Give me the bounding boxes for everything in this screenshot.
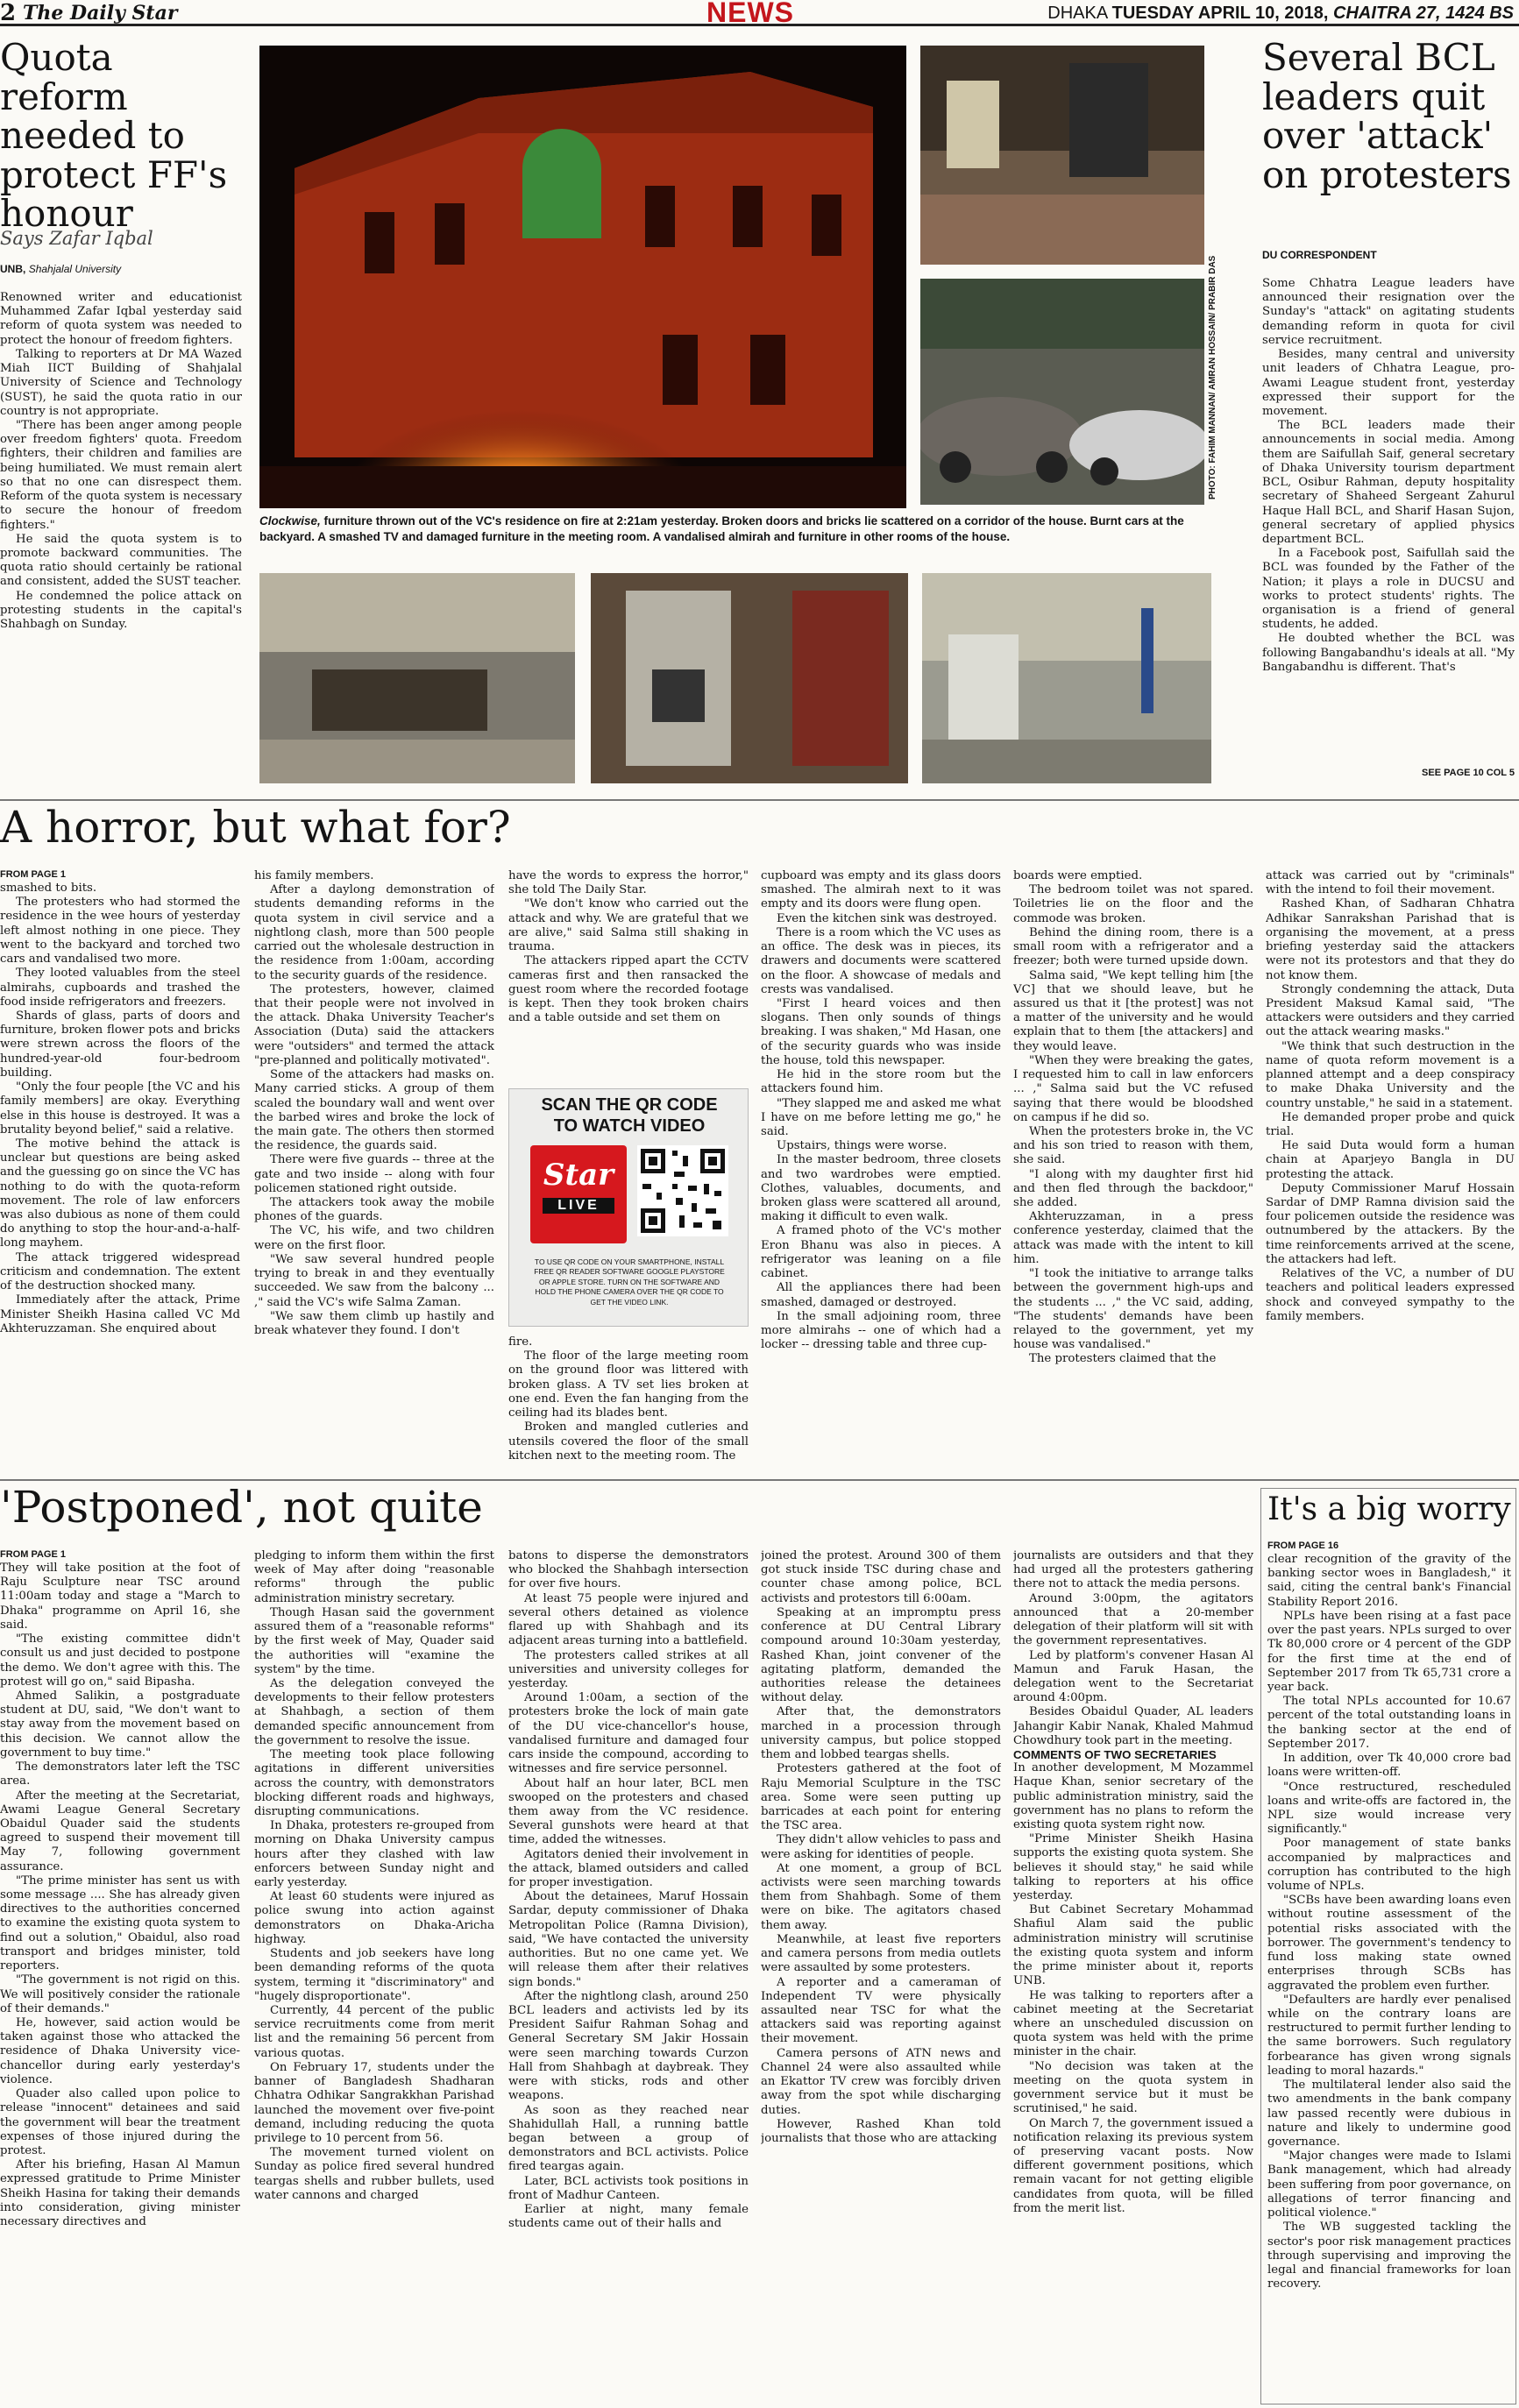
paragraph: cupboard was empty and its glass doors smashed. The almirah next to it was empty and its doors were flung open. xyxy=(761,869,1001,911)
horror-headline: A horror, but what for? xyxy=(0,802,511,853)
paragraph: "We don't know who carried out the attack and why. We are grateful that we are alive," said Salma still shaking in trauma. xyxy=(508,897,749,954)
paragraph: When the protesters broke in, the VC and his son tried to reason with them, she said. xyxy=(1013,1124,1253,1167)
paragraph: At least 60 students were injured as police swung into action against demonstrators on Dhaka-Aricha highway. xyxy=(254,1890,494,1946)
paragraph: his family members. xyxy=(254,869,374,882)
paragraph: In the master bedroom, three closets and two wardrobes were emptied. Clothes, valuables, documents, and broken glass were scattered all around, making it difficult to even walk. xyxy=(761,1153,1001,1224)
paragraph: Shards of glass, parts of doors and furniture, broken flower pots and bricks were strewn across the floors of the hundred-year-old four-bedroom building. xyxy=(0,1009,240,1080)
paragraph: After that, the demonstrators marched in a procession through university campus, but police stopped them and lobbed teargas shells. xyxy=(761,1705,1001,1762)
horror-col-6 xyxy=(1266,869,1515,1472)
paragraph: "Prime Minister Sheikh Hasina supports the existing quota system. She believes it should stay," he said while talking to reporters at his office yesterday. xyxy=(1013,1832,1253,1903)
paragraph: Behind the dining room, there is a small room with a refrigerator and a freezer; both were turned upside down. xyxy=(1013,925,1253,968)
paragraph: Even the kitchen sink was destroyed. xyxy=(777,911,997,925)
paragraph: Besides Obaidul Quader, AL leaders Jahangir Kabir Nanak, Khaled Mahmud Chowdhury took part in the meeting. xyxy=(1013,1705,1253,1747)
section-label: NEWS xyxy=(706,0,794,28)
paragraph: "We think that such destruction in the name of quota reform movement is a planned attempt and a deep conspiracy to make Dhaka University and the country unstable," he said in a statement. xyxy=(1266,1039,1515,1110)
paragraph: "Only the four people [the VC and his family members] are okay. Everything else in this house is destroyed. It was a brutality beyond belief," said a relative. xyxy=(0,1080,240,1137)
paragraph: Some Chhatra League leaders have announced their resignation over the Sunday's "attack" on agitating students demanding reform in quota for civil service recruitment. xyxy=(1262,277,1515,347)
paragraph: After a daylong demonstration of students demanding reforms in the quota system in civil service and a nightlong clash, more than 500 people carried out the wholesale destruction in the residence from 1:00am, according to the security guards of the residence. xyxy=(254,883,494,982)
photo-meeting-room xyxy=(259,573,575,783)
paragraph: Akhteruzzaman, in a press conference yesterday, claimed that the attack was made with the intent to kill him. xyxy=(1013,1210,1253,1266)
horror-col-2 xyxy=(254,869,494,1472)
paragraph: The meeting took place following agitations in different universities across the country, with demonstrators blocking different roads and highways, disrupting communications. xyxy=(254,1748,494,1818)
paragraph: At one moment, a group of BCL activists were seen marching towards them from Shahbagh. Some of them were on bike. The agitators chased them away. xyxy=(761,1861,1001,1932)
paragraph: Earlier at night, many female students came out of their halls and xyxy=(508,2203,749,2231)
paragraph: NPLs have been rising at a fast pace over the past years. NPLs surged to over Tk 80,000 crore or 4 percent of the GDP for the first time at the end of September 2017 from Tk 65,731 crore a year back. xyxy=(1267,1609,1511,1694)
paragraph: The VC, his wife, and two children were on the first floor. xyxy=(254,1224,494,1252)
postponed-col-3 xyxy=(508,1549,749,2404)
paragraph: Though Hasan said the government assured them of a "reasonable reforms" by the first week of May, Quader said the authorities will "examine the system" by the time. xyxy=(254,1605,494,1676)
paragraph: On March 7, the government issued a notification relaxing its previous system of preserving vacant posts. Now different government positions, which remain vacant for not getting eligible candidates from quota, will be filled from the merit list. xyxy=(1013,2116,1253,2215)
paragraph: "When they were breaking the gates, I requested him to call in law enforcers ... ," Salma said but the VC refused saying that there would be bloodshed on campus if he did so. xyxy=(1013,1053,1253,1124)
from-page: FROM PAGE 1 xyxy=(0,869,66,880)
caption-lead: Clockwise, xyxy=(259,514,321,528)
paragraph: Salma said, "We kept telling him [the VC] that we should leave, but he assured us that it [the protest] was not a matter of the university and he would explain that to them [the attackers] and they would leave. xyxy=(1013,968,1253,1053)
logo-word: Star xyxy=(543,1158,614,1193)
paragraph: In addition, over Tk 40,000 crore bad loans were written-off. xyxy=(1267,1752,1511,1780)
paragraph: The demonstrators later left the TSC area. xyxy=(0,1760,240,1788)
dateline xyxy=(1047,4,1514,24)
paragraph: In a Facebook post, Saifullah said the BCL was founded by the Father of the Nation; it plays a role in DUCSU and works to protect students' rights. The organisation is a friend of general students, he added. xyxy=(1262,547,1515,632)
paragraph: At least 75 people were injured and several others detained as violence flared up with Shahbagh and its adjacent areas turning into a battlefield. xyxy=(508,1591,749,1648)
paragraph: batons to disperse the demonstrators who blocked the Shahbagh intersection for over five hours. xyxy=(508,1549,749,1591)
photo-vandalised-almirah xyxy=(591,573,908,783)
paragraph: attack was carried out by "criminals" with the intend to foil their movement. xyxy=(1266,869,1515,897)
paragraph: The protesters, however, claimed that their people were not involved in the attack. Dhaka University Teacher's Association (Duta) said the attackers were "outsiders" and termed the attack "pre-planned and politically motivated". xyxy=(254,982,494,1067)
paragraph: "First I heard voices and then slogans. Then only sounds of things breaking. I was shaken," Md Hasan, one of the security guards who was inside the house, told this newspaper. xyxy=(761,996,1001,1067)
paragraph: Protesters gathered at the foot of Raju Memorial Sculpture in the TSC area. Some were seen putting up barricades at each point for entering the TSC area. xyxy=(761,1762,1001,1833)
almirah-photo-graphic xyxy=(591,573,908,783)
paragraph: Agitators denied their involvement in the attack, blamed outsiders and called for proper investigation. xyxy=(508,1847,749,1890)
cars-photo-graphic xyxy=(920,279,1204,505)
paragraph: He condemned the police attack on protesting students in the capital's Shahbagh on Sunday. xyxy=(0,589,242,632)
quota-byline xyxy=(0,263,247,275)
paragraph: On February 17, students under the banner of Bangladesh Shadharan Chhatra Odhikar Sangrakkhan Parishad launched the movement over five-point demand, including reducing the quota privilege to 10 percent from 56. xyxy=(254,2060,494,2145)
qr-title: SCAN THE QR CODE TO WATCH VIDEO xyxy=(541,1095,718,1136)
horror-col-4 xyxy=(761,869,1001,1472)
paragraph: "SCBs have been awarding loans even without routine assessment of the potential risks associated with the borrower. The government's tendency to fund loss making state owned enterprises through SCBs has aggravated the problem even further. xyxy=(1267,1894,1511,1993)
paragraph: The BCL leaders made their announcements in social media. Among them are Saifullah Saif, general secretary of Dhaka University tourism department BCL, Osibur Rahman, deputy hospitality secretary of Shaheed Sergeant Zahurul Haque Hall BCL, and Sharif Hasan Sujon, general secretary of applied physics department BCL. xyxy=(1262,419,1515,546)
paragraph: The protesters who had stormed the residence in the wee hours of yesterday left almost nothing in one piece. They went to the backyard and torched two cars and vandalised two more. xyxy=(0,896,240,967)
paragraph: He said Duta would form a human chain at Aparjeyo Bangla in DU protesting the attack. xyxy=(1266,1139,1515,1181)
paragraph: "Once restructured, rescheduled loans and write-offs are factored in, the NPL size would increase very significantly." xyxy=(1267,1780,1511,1837)
from-page: FROM PAGE 16 xyxy=(1267,1540,1339,1551)
bcl-body xyxy=(1262,277,1515,766)
paragraph: The multilateral lender also said the two amendments in the bank company law passed recently were dubious in nature and likely to undermine good governance. xyxy=(1267,2079,1511,2149)
paragraph: He said the quota system is to promote backward communities. The quota ratio should certainly be rational and consistent, added the SUST teacher. xyxy=(0,532,242,589)
paragraph: He hid in the store room but the attackers found him. xyxy=(761,1068,1001,1096)
quota-body xyxy=(0,291,242,787)
paragraph: Rashed Khan, of Sadharan Chhatra Adhikar Sanrakshan Parishad that is organising the movement, at a press briefing yesterday said the attackers were not its protestors and that they do not know them. xyxy=(1266,897,1515,982)
paragraph: boards were emptied. xyxy=(1013,869,1143,882)
qr-instructions: TO USE QR CODE ON YOUR SMARTPHONE, INSTALL FREE QR READER SOFTWARE GOOGLE PLAYSTORE OR APPLE STORE. TURN ON THE SOFTWARE AND HOLD THE PHONE CAMERA OVER THE QR CODE TO GET THE VIDEO LINK. xyxy=(534,1257,725,1307)
horror-col-5 xyxy=(1013,869,1253,1472)
paragraph: The attack triggered widespread criticism and condemnation. The extent of the destruction shocked many. xyxy=(0,1250,240,1293)
paragraph: After his briefing, Hasan Al Mamun expressed gratitude to Prime Minister Sheikh Hasina for taking their demands into consideration, giving minister necessary directives and xyxy=(0,2158,240,2229)
quota-headline: Quota reform needed to protect FF's honour xyxy=(0,36,228,236)
paragraph: "The government is not rigid on this. We will positively consider the rationale of their demands." xyxy=(0,1973,240,2015)
postponed-col-1 xyxy=(0,1549,240,2404)
paragraph: The WB suggested tackling the sector's poor risk management practices through supervising and improving the legal and financial frameworks for loan recovery. xyxy=(1267,2220,1511,2291)
photo-burnt-cars xyxy=(920,279,1204,505)
photo-caption xyxy=(259,513,1211,545)
paragraph: Later, BCL activists took positions in front of Madhur Canteen. xyxy=(508,2174,749,2202)
paragraph: Broken and mangled cutleries and utensils covered the floor of the small kitchen next to the meeting room. The xyxy=(508,1420,749,1463)
postponed-col-2 xyxy=(254,1549,494,2404)
paragraph: The total NPLs accounted for 10.67 percent of the total outstanding loans in the banking sector at the end of September 2017. xyxy=(1267,1695,1511,1751)
paragraph: have the words to express the horror," she told The Daily Star. xyxy=(508,869,749,897)
paragraph: The attackers ripped apart the CCTV cameras first and then ransacked the guest room where the recorded footage is kept. Then they took broken chairs and a table outside and set them on xyxy=(508,954,749,1025)
photo-credit: PHOTO: FAHIM MANNAN/ AMRAN HOSSAIN/ PRABIR DAS xyxy=(1208,255,1217,499)
paragraph: He doubted whether the BCL was following Bangabandhu's ideals at all. "My Bangabandhu is different. That's xyxy=(1262,632,1515,674)
horror-col-1 xyxy=(0,869,240,1472)
worry-headline: It's a big worry xyxy=(1267,1491,1511,1527)
paragraph: Besides, many central and university unit leaders of Chhatra League, pro-Awami League student front, yesterday expressed their support for the movement. xyxy=(1262,348,1515,418)
paragraph: In another development, M Mozammel Haque Khan, senior secretary of the public administration ministry, said the government has no plans to reform the existing quota system right now. xyxy=(1013,1761,1253,1831)
paragraph: They will take position at the foot of Raju Sculpture near TSC around 11:00am today and stage a "March to Dhaka" programme on April 16, she said. xyxy=(0,1562,240,1632)
paragraph: journalists are outsiders and that they had urged all the protesters gathering there not to attack the media persons. xyxy=(1013,1549,1253,1591)
bcl-byline: DU CORRESPONDENT xyxy=(1262,249,1377,261)
from-page: FROM PAGE 1 xyxy=(0,1549,66,1560)
postponed-col-4 xyxy=(761,1549,1001,2404)
horror-col-3-top xyxy=(508,869,749,1088)
paragraph: Renowned writer and educationist Muhammed Zafar Iqbal yesterday said reform of quota system was needed to protect the honour of freedom fighters. xyxy=(0,291,242,347)
qr-box xyxy=(508,1088,749,1327)
photo-other-room xyxy=(922,573,1211,783)
quota-byline-place: Shahjalal University xyxy=(28,263,122,275)
paragraph: "No decision was taken at the meeting on the quota system in government service but it must be scrutinised," he said. xyxy=(1013,2059,1253,2116)
paragraph: The attackers took away the mobile phones of the guards. xyxy=(254,1196,494,1224)
paragraph: Students and job seekers have long been demanding reforms of the quota system, terming it "discriminatory" and "hugely disproportionate". xyxy=(254,1947,494,2003)
paragraph: They looted valuables from the steel almirahs, cupboards and trashed the food inside refrigerators and freezers. xyxy=(0,967,240,1009)
paragraph: "We saw them climb up hastily and break whatever they found. I don't xyxy=(254,1309,494,1337)
paragraph: Ahmed Salikin, a postgraduate student at DU, said, "We don't want to stay away from the movement based on this decision. We cannot allow the government to buy time." xyxy=(0,1689,240,1760)
paragraph: After the nightlong clash, around 250 BCL leaders and activists led by its President Saifur Rahman Sohag and General Secretary SM Jakir Hossain were seen marching towards Curzon Hall from Shahbagh at daybreak. They were with sticks, rods and other weapons. xyxy=(508,1989,749,2103)
quota-byline-agency: UNB, xyxy=(0,263,26,275)
paragraph: Talking to reporters at Dr MA Wazed Miah IICT Building of Shahjalal University of Science and Technology (SUST), he said the quota ratio in our country is not appropriate. xyxy=(0,347,242,418)
paragraph: "Major changes were made to Islami Bank management, which had already been suffering from poor governance, on allegations of terror financing and political violence." xyxy=(1267,2149,1511,2220)
paragraph: smashed to bits. xyxy=(0,882,97,895)
paragraph: "The existing committee didn't consult us and just decided to postpone the demo. We don't agree with this. The protest will go on," said Bipasha. xyxy=(0,1632,240,1689)
star-live-logo xyxy=(530,1145,627,1243)
paragraph: joined the protest. Around 300 of them got stuck inside TSC during chase and counter chase among police, BCL activists and protestors till 6:00am. xyxy=(761,1549,1001,1605)
subhead-comments: COMMENTS OF TWO SECRETARIES xyxy=(1013,1748,1217,1762)
paragraph: Strongly condemning the attack, Duta President Maksud Kamal said, "The attackers were outsiders and they carried out the attack wearing masks." xyxy=(1266,982,1515,1039)
paragraph: Meanwhile, at least five reporters and camera persons from media outlets were assaulted by some protesters. xyxy=(761,1932,1001,1975)
paragraph: pledging to inform them within the first week of May after doing "reasonable reforms" through the public administration ministry secretary. xyxy=(254,1549,494,1605)
paragraph: As soon as they reached near Shahidullah Hall, a running battle began between a group of demonstrators and BCL activists. Police fired teargas again. xyxy=(508,2103,749,2174)
paragraph: clear recognition of the gravity of the banking sector woes in Bangladesh," it said, citing the central bank's Financial Stability Report 2016. xyxy=(1267,1553,1511,1609)
paragraph: However, Rashed Khan told journalists that those who are attacking xyxy=(761,2117,1001,2145)
paragraph: Deputy Commissioner Maruf Hossain Sardar of DMP Ramna division said the four policemen outside the residence was outnumbered by the attackers. By the time reinforcements arrived at the scene, the attackers had left. xyxy=(1266,1181,1515,1266)
paragraph: He was talking to reporters after a cabinet meeting at the Secretariat where an unscheduled discussion on quota system was held with the prime minister in the chair. xyxy=(1013,1988,1253,2059)
paragraph: A framed photo of the VC's mother Eron Bhanu was also in pieces. A refrigerator was leaning on a file cabinet. xyxy=(761,1224,1001,1281)
paragraph: "The prime minister has sent us with some message .... She has already given directives to the authorities concerned to examine the existing quota system to find out a solution," Obaidul, also road transport and bridges minister, told reporters. xyxy=(0,1873,240,1973)
paragraph: Relatives of the VC, a number of DU teachers and political leaders expressed shock and conveyed sympathy to the family members. xyxy=(1266,1267,1515,1323)
postponed-headline: 'Postponed', not quite xyxy=(0,1482,483,1533)
paper-name: The Daily Star xyxy=(23,2,178,25)
fire-photo-graphic xyxy=(259,46,906,508)
horror-col-3-bottom xyxy=(508,1335,749,1472)
logo-live: LIVE xyxy=(543,1198,614,1214)
paragraph: In Dhaka, protesters re-grouped from morning on Dhaka University campus hours after they clashed with law enforcers between Sunday night and early yesterday. xyxy=(254,1819,494,1890)
postponed-col-5 xyxy=(1013,1549,1253,2404)
paragraph: In the small adjoining room, three more almirahs -- one of which had a locker -- dressing table and three cup- xyxy=(761,1309,1001,1352)
paragraph: All the appliances there had been smashed, damaged or destroyed. xyxy=(761,1281,1001,1309)
paragraph: The movement turned violent on Sunday as police fired several hundred teargas shells and rubber bullets, used water cannons and charged xyxy=(254,2146,494,2202)
paragraph: "Defaulters are hardly ever penalised while on the contrary loans are restructured to permit further lending to the same borrowers. Such regulatory forbearance has given wrong signals leading to moral hazards." xyxy=(1267,1993,1511,2078)
paragraph: Some of the attackers had masks on. Many carried sticks. A group of them scaled the boundary wall and went over the barbed wires and broke the lock of the main gate. The others then stormed the residence, the guards said. xyxy=(254,1068,494,1153)
bcl-jump: SEE PAGE 10 COL 5 xyxy=(1422,768,1515,778)
divider xyxy=(0,1479,1519,1481)
paragraph: "We saw several hundred people trying to break in and they eventually succeeded. We saw from the balcony ... ," said the VC's wife Salma Zaman. xyxy=(254,1252,494,1309)
corridor-photo-graphic xyxy=(920,46,1204,265)
paragraph: Camera persons of ATN news and Channel 24 were also assaulted while an Ekattor TV crew was forcibly driven away from the spot while discharging duties. xyxy=(761,2046,1001,2117)
page-number: 2 xyxy=(0,0,17,26)
paragraph: Immediately after the attack, Prime Minister Sheikh Hasina called VC Md Akhteruzzaman. She enquired about xyxy=(0,1293,240,1335)
meeting-photo-graphic xyxy=(259,573,575,783)
paragraph: Poor management of state banks accompanied by malpractices and corruption has contributed to the high volume of NPLs. xyxy=(1267,1837,1511,1894)
paragraph: "I along with my daughter first hid and then fled through the backdoor," she added. xyxy=(1013,1167,1253,1210)
dateline-date: TUESDAY APRIL 10, 2018, xyxy=(1111,4,1329,23)
paragraph: The bedroom toilet was not spared. Toiletries lie on the floor and the commode was broken. xyxy=(1013,883,1253,925)
bcl-headline: Several BCL leaders quit over 'attack' on protesters xyxy=(1262,36,1512,196)
paragraph: He, however, said action would be taken against those who attacked the residence of Dhaka University vice-chancellor during early yesterday's violence. xyxy=(0,2016,240,2086)
dateline-city: DHAKA xyxy=(1047,4,1108,23)
paragraph: "They slapped me and asked me what I have on me before letting me go," he said. xyxy=(761,1096,1001,1138)
paragraph: Quader also called upon police to release "innocent" detainees and said the government will bear the treatment expenses of those injured during the protest. xyxy=(0,2087,240,2157)
paragraph: But Cabinet Secretary Mohammad Shafiul Alam said the public administration ministry will scrutinise the existing quota system and inform the prime minister about it, reports UNB. xyxy=(1013,1903,1253,1988)
worry-body xyxy=(1267,1540,1511,2403)
paragraph: fire. xyxy=(508,1335,533,1349)
photo-vc-residence-fire xyxy=(259,46,906,508)
paragraph: After the meeting at the Secretariat, Awami League General Secretary Obaidul Quader said the students agreed to suspend their movement till May 7, following government assurance. xyxy=(0,1788,240,1873)
quota-subhead: Says Zafar Iqbal xyxy=(0,228,153,249)
paragraph: There is a room which the VC uses as an office. The desk was in pieces, its drawers and documents were scattered on the floor. A showcase of medals and crests was vandalised. xyxy=(761,925,1001,996)
paragraph: Around 1:00am, a section of the protesters broke the lock of main gate of the DU vice-chancellor's house, vandalised furniture and damaged four cars inside the compound, according to witnesses and fire service personnel. xyxy=(508,1691,749,1776)
paragraph: The protesters claimed that the xyxy=(1029,1352,1217,1366)
paragraph: Led by platform's convener Hasan Al Mamun and Faruk Hasan, the delegation went to the Secretariat around 4:00pm. xyxy=(1013,1648,1253,1705)
paragraph: Around 3:00pm, the agitators announced that a 20-member delegation of their platform will sit with the government representatives. xyxy=(1013,1591,1253,1648)
paragraph: The floor of the large meeting room on the ground floor was littered with broken glass. A TV set lies broken at one end. Even the fan hanging from the ceiling had its blades bent. xyxy=(508,1349,749,1420)
paragraph: They didn't allow vehicles to pass and were asking for identities of people. xyxy=(761,1833,1001,1861)
paragraph: Upstairs, things were worse. xyxy=(777,1139,948,1153)
paragraph: The protesters called strikes at all universities and university colleges for yesterday. xyxy=(508,1648,749,1690)
paragraph: "There has been anger among people over freedom fighters' quota. Freedom fighters, their children and families are being humiliated. We must remain alert so that no one can disrespect them. Reform of the quota system is necessary to secure the honour of freedom fighters." xyxy=(0,418,242,532)
paragraph: Speaking at an impromptu press conference at DU Central Library compound around 10:30am yesterday, Rashed Khan, joint convener of the agitating platform, demanded the authorities release the detainees without delay. xyxy=(761,1605,1001,1705)
paragraph: Currently, 44 percent of the public service recruitments come from merit list and the remaining 56 percent from various quotas. xyxy=(254,2004,494,2060)
paragraph: About half an hour later, BCL men swooped on the protesters and chased them away from the VC residence. Several gunshots were heard at that time, added the witnesses. xyxy=(508,1776,749,1847)
room-photo-graphic xyxy=(922,573,1211,783)
paragraph: As the delegation conveyed the developments to their fellow protesters at Shahbagh, a section of them demanded specific announcement from the government to resolve the issue. xyxy=(254,1676,494,1747)
paragraph: The motive behind the attack is unclear but questions are being asked and the guessing go on since the VC has nothing to do with the quota-reform movement. The role of law enforcers was also dubious as none of them could do anything to stop the hour-and-a-half-long mayhem. xyxy=(0,1137,240,1250)
photo-broken-corridor xyxy=(920,46,1204,265)
caption-text: furniture thrown out of the VC's residence on fire at 2:21am yesterday. Broken doors and bricks lie scattered on a corridor of the house. Burnt cars at the backyard. A smashed TV and damaged furniture in the meeting room. A vandalised almirah and furniture in other rooms of the house. xyxy=(259,514,1184,543)
paragraph: About the detainees, Maruf Hossain Sardar, deputy commissioner of Dhaka Metropolitan Police (Ramna Division), said, "We have contacted the university authorities. But no one came yet. We will release them after their relatives sign bonds." xyxy=(508,1890,749,1989)
paragraph: He demanded proper probe and quick trial. xyxy=(1266,1110,1515,1138)
dateline-bangla: CHAITRA 27, 1424 BS xyxy=(1333,4,1514,23)
qr-code xyxy=(637,1145,728,1236)
paragraph: A reporter and a cameraman of Independent TV were physically assaulted near TSC for what the attackers said was reporting against their movement. xyxy=(761,1975,1001,2046)
paragraph: "I took the initiative to arrange talks between the government high-ups and the students ... ," the VC said, adding, "The students' demands have been relayed to the government, yet my house was vandalised." xyxy=(1013,1267,1253,1352)
qr-code-graphic xyxy=(637,1145,728,1236)
divider xyxy=(0,799,1519,801)
paragraph: There were five guards -- three at the gate and two inside -- along with four policemen stationed right outside. xyxy=(254,1153,494,1195)
